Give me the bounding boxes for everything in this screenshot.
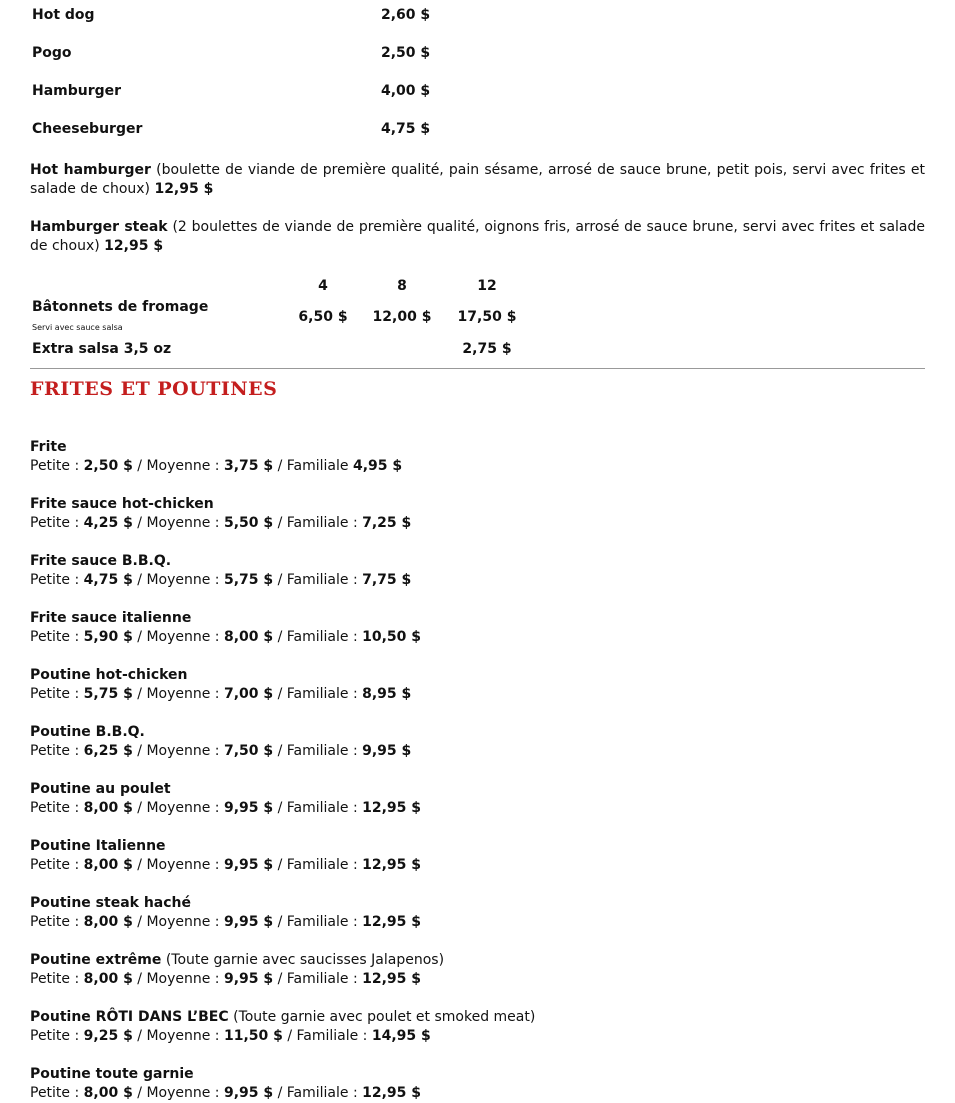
size-label-moyenne: / Moyenne : bbox=[132, 629, 224, 645]
item-name: Frite sauce italienne bbox=[30, 610, 192, 626]
item-title-line bbox=[30, 723, 910, 742]
item-prices-line bbox=[30, 970, 910, 989]
item-name: Pogo bbox=[32, 45, 72, 61]
item-name: Poutine Italienne bbox=[30, 838, 166, 854]
price-moyenne: 3,75 $ bbox=[223, 458, 274, 474]
item-title-line bbox=[30, 837, 910, 856]
price-familiale: 9,95 $ bbox=[362, 743, 412, 759]
size-label-familiale: / Familiale : bbox=[273, 914, 363, 930]
size-label-familiale: / Familiale : bbox=[273, 515, 363, 531]
item-title-line bbox=[30, 894, 910, 913]
size-label-familiale: / Familiale : bbox=[273, 800, 363, 816]
item-description: (2 boulettes de viande de première qualité, oignons fris, arrosé de sauce brune, servi avec frites et salade de choux) bbox=[30, 219, 925, 254]
size-label-moyenne: / Moyenne : bbox=[132, 1028, 224, 1044]
item-title-line bbox=[30, 666, 910, 685]
item-prices-line bbox=[30, 628, 910, 647]
price-petite: 4,25 $ bbox=[83, 515, 133, 531]
size-label-petite: Petite : bbox=[30, 1085, 84, 1101]
size-label-petite: Petite : bbox=[30, 515, 84, 531]
size-label-moyenne: / Moyenne : bbox=[132, 971, 224, 987]
size-label-petite: Petite : bbox=[30, 971, 84, 987]
section-divider bbox=[30, 368, 925, 369]
item-name: Poutine toute garnie bbox=[30, 1066, 194, 1082]
size-label-familiale: / Familiale : bbox=[273, 572, 363, 588]
size-label-moyenne: / Moyenne : bbox=[132, 857, 224, 873]
price-petite: 8,00 $ bbox=[83, 1085, 133, 1101]
price-moyenne: 9,95 $ bbox=[223, 1085, 274, 1101]
price-petite: 5,75 $ bbox=[83, 686, 133, 702]
item-description: (boulette de viande de première qualité, pain sésame, arrosé de sauce brune, petit pois, servi avec frites et salade de choux) bbox=[30, 162, 925, 197]
size-label-familiale: / Familiale : bbox=[273, 743, 363, 759]
price-familiale: 12,95 $ bbox=[362, 857, 422, 873]
cheese-sticks-table bbox=[32, 276, 632, 366]
menu-item bbox=[30, 780, 910, 818]
cheese-sticks-name: Bâtonnets de fromage bbox=[32, 299, 209, 315]
item-description: (Toute garnie avec poulet et smoked meat) bbox=[228, 1009, 536, 1025]
size-label-petite: Petite : bbox=[30, 572, 84, 588]
cheese-sticks-price: 12,00 $ bbox=[372, 309, 432, 325]
size-label-petite: Petite : bbox=[30, 686, 84, 702]
item-title-line bbox=[30, 951, 910, 970]
extra-salsa-price: 2,75 $ bbox=[462, 341, 512, 357]
price-moyenne: 5,75 $ bbox=[223, 572, 274, 588]
item-title-line bbox=[30, 1008, 910, 1027]
price-moyenne: 9,95 $ bbox=[223, 971, 274, 987]
qty-header: 8 bbox=[397, 278, 407, 294]
size-label-familiale: / Familiale : bbox=[282, 1028, 372, 1044]
size-label-moyenne: / Moyenne : bbox=[132, 1085, 224, 1101]
item-title-line bbox=[30, 1065, 910, 1084]
extra-salsa-name: Extra salsa 3,5 oz bbox=[32, 341, 172, 357]
size-label-familiale: / Familiale bbox=[273, 458, 353, 474]
price-familiale: 12,95 $ bbox=[362, 1085, 422, 1101]
item-name: Frite sauce hot-chicken bbox=[30, 496, 214, 512]
item-name: Hamburger bbox=[32, 83, 122, 99]
qty-header: 12 bbox=[477, 278, 497, 294]
price-petite: 9,25 $ bbox=[83, 1028, 133, 1044]
size-label-petite: Petite : bbox=[30, 857, 84, 873]
item-title-line bbox=[30, 438, 910, 457]
item-name: Poutine au poulet bbox=[30, 781, 171, 797]
menu-item bbox=[30, 723, 910, 761]
size-label-familiale: / Familiale : bbox=[273, 857, 363, 873]
price-petite: 5,90 $ bbox=[83, 629, 133, 645]
item-prices-line bbox=[30, 514, 910, 533]
price-petite: 8,00 $ bbox=[83, 914, 133, 930]
price-familiale: 14,95 $ bbox=[371, 1028, 431, 1044]
price-petite: 4,75 $ bbox=[83, 572, 133, 588]
price-moyenne: 7,00 $ bbox=[223, 686, 274, 702]
item-prices-line bbox=[30, 856, 910, 875]
menu-item bbox=[30, 1008, 910, 1046]
size-label-moyenne: / Moyenne : bbox=[132, 458, 224, 474]
menu-item bbox=[30, 495, 910, 533]
item-price: 12,95 $ bbox=[104, 238, 164, 254]
menu-item bbox=[30, 1065, 910, 1103]
item-price: 12,95 $ bbox=[154, 181, 214, 197]
cheese-sticks-price: 6,50 $ bbox=[298, 309, 348, 325]
item-prices-line bbox=[30, 913, 910, 932]
size-label-petite: Petite : bbox=[30, 914, 84, 930]
item-title-line bbox=[30, 495, 910, 514]
size-label-moyenne: / Moyenne : bbox=[132, 743, 224, 759]
item-title-line bbox=[30, 552, 910, 571]
item-name: Cheeseburger bbox=[32, 121, 143, 137]
item-prices-line bbox=[30, 1084, 910, 1103]
item-prices-line bbox=[30, 799, 910, 818]
item-prices-line bbox=[30, 457, 910, 476]
item-name: Hot hamburger bbox=[30, 162, 151, 178]
menu-item bbox=[30, 951, 910, 989]
item-prices-line bbox=[30, 571, 910, 590]
hamburger-steak-item bbox=[30, 218, 925, 256]
size-label-familiale: / Familiale : bbox=[273, 971, 363, 987]
size-label-petite: Petite : bbox=[30, 1028, 84, 1044]
price-moyenne: 11,50 $ bbox=[223, 1028, 283, 1044]
qty-header: 4 bbox=[318, 278, 328, 294]
size-label-moyenne: / Moyenne : bbox=[132, 914, 224, 930]
menu-item bbox=[30, 894, 910, 932]
price-moyenne: 9,95 $ bbox=[223, 914, 274, 930]
price-familiale: 7,75 $ bbox=[362, 572, 412, 588]
item-name: Poutine hot-chicken bbox=[30, 667, 188, 683]
price-familiale: 12,95 $ bbox=[362, 800, 422, 816]
price-familiale: 10,50 $ bbox=[362, 629, 422, 645]
price-moyenne: 8,00 $ bbox=[223, 629, 274, 645]
item-name: Hamburger steak bbox=[30, 219, 168, 235]
section-title: FRITES ET POUTINES bbox=[30, 378, 278, 400]
item-description: (Toute garnie avec saucisses Jalapenos) bbox=[161, 952, 445, 968]
price-moyenne: 9,95 $ bbox=[223, 857, 274, 873]
size-label-moyenne: / Moyenne : bbox=[132, 800, 224, 816]
price-familiale: 7,25 $ bbox=[362, 515, 412, 531]
price-familiale: 12,95 $ bbox=[362, 971, 422, 987]
item-name: Frite sauce B.B.Q. bbox=[30, 553, 172, 569]
menu-item bbox=[30, 609, 910, 647]
size-label-petite: Petite : bbox=[30, 800, 84, 816]
price-moyenne: 7,50 $ bbox=[223, 743, 274, 759]
size-label-petite: Petite : bbox=[30, 743, 84, 759]
menu-item bbox=[30, 438, 910, 476]
item-title-line bbox=[30, 780, 910, 799]
size-label-familiale: / Familiale : bbox=[273, 629, 363, 645]
cheese-sticks-price: 17,50 $ bbox=[457, 309, 517, 325]
item-prices-line bbox=[30, 742, 910, 761]
size-label-moyenne: / Moyenne : bbox=[132, 515, 224, 531]
price-moyenne: 5,50 $ bbox=[223, 515, 274, 531]
item-name: Frite bbox=[30, 439, 67, 455]
menu-item bbox=[30, 552, 910, 590]
size-label-petite: Petite : bbox=[30, 458, 84, 474]
item-name: Poutine extrême bbox=[30, 952, 162, 968]
item-title-line bbox=[30, 609, 910, 628]
item-prices-line bbox=[30, 1027, 910, 1046]
size-label-familiale: / Familiale : bbox=[273, 686, 363, 702]
price-moyenne: 9,95 $ bbox=[223, 800, 274, 816]
size-label-moyenne: / Moyenne : bbox=[132, 686, 224, 702]
price-petite: 6,25 $ bbox=[83, 743, 133, 759]
price-familiale: 12,95 $ bbox=[362, 914, 422, 930]
price-petite: 8,00 $ bbox=[83, 971, 133, 987]
item-name: Poutine RÔTI DANS L’BEC bbox=[30, 1009, 229, 1025]
item-name: Poutine steak haché bbox=[30, 895, 191, 911]
price-petite: 8,00 $ bbox=[83, 857, 133, 873]
menu-item bbox=[30, 837, 910, 875]
item-price: 4,75 $ bbox=[381, 121, 431, 137]
size-label-familiale: / Familiale : bbox=[273, 1085, 363, 1101]
price-familiale: 4,95 $ bbox=[352, 458, 403, 474]
price-petite: 8,00 $ bbox=[83, 800, 133, 816]
hot-hamburger-item bbox=[30, 161, 925, 199]
item-name: Hot dog bbox=[32, 7, 95, 23]
item-name: Poutine B.B.Q. bbox=[30, 724, 145, 740]
item-price: 2,60 $ bbox=[381, 7, 431, 23]
item-price: 2,50 $ bbox=[381, 45, 431, 61]
price-familiale: 8,95 $ bbox=[362, 686, 412, 702]
size-label-moyenne: / Moyenne : bbox=[132, 572, 224, 588]
cheese-sticks-note: Servi avec sauce salsa bbox=[32, 323, 123, 332]
price-petite: 2,50 $ bbox=[83, 458, 133, 474]
item-prices-line bbox=[30, 685, 910, 704]
item-price: 4,00 $ bbox=[381, 83, 431, 99]
size-label-petite: Petite : bbox=[30, 629, 84, 645]
menu-item bbox=[30, 666, 910, 704]
